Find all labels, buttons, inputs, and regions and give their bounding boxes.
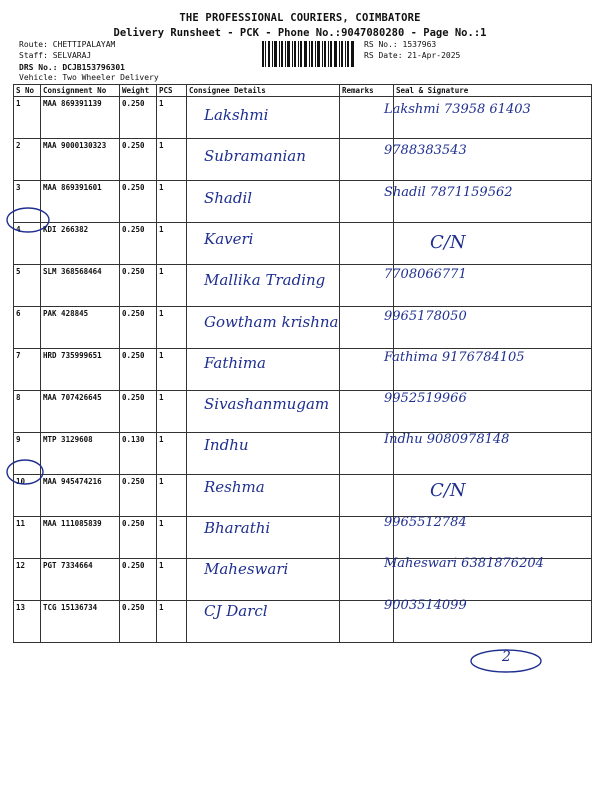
cell-sno: 7 <box>14 349 41 391</box>
col-seal: Seal & Signature <box>394 85 592 97</box>
cell-consignment: MAA 9000130323 <box>41 139 120 181</box>
cell-consignment: MAA 707426645 <box>41 391 120 433</box>
cell-sno: 8 <box>14 391 41 433</box>
handwritten-signature: Lakshmi 73958 61403 <box>384 102 531 117</box>
cell-sno: 6 <box>14 307 41 349</box>
company-title: THE PROFESSIONAL COURIERS, COIMBATORE <box>179 12 421 24</box>
handwritten-consignee: Mallika Trading <box>204 271 326 290</box>
route-label: Route: CHETTIPALAYAM <box>19 40 116 49</box>
cell-pcs: 1 <box>157 391 187 433</box>
cell-pcs: 1 <box>157 139 187 181</box>
cell-consignment: MAA 945474216 <box>41 475 120 517</box>
cell-consignment: MAA 869391601 <box>41 181 120 223</box>
cell-sno: 4 <box>14 223 41 265</box>
cell-sno: 9 <box>14 433 41 475</box>
handwritten-consignee: Kaveri <box>204 229 254 248</box>
cell-pcs: 1 <box>157 181 187 223</box>
cell-weight: 0.250 <box>120 97 157 139</box>
handwritten-signature: 9003514099 <box>384 597 467 613</box>
cell-consignment: HRD 735999651 <box>41 349 120 391</box>
cell-weight: 0.250 <box>120 223 157 265</box>
cell-pcs: 1 <box>157 517 187 559</box>
col-consignment: Consignment No <box>41 85 120 97</box>
cell-weight: 0.130 <box>120 433 157 475</box>
handwritten-consignee: Gowtham krishna <box>204 312 339 331</box>
col-consignee: Consignee Details <box>187 85 340 97</box>
cell-weight: 0.250 <box>120 349 157 391</box>
col-weight: Weight <box>120 85 157 97</box>
handwritten-signature: 9952519966 <box>384 391 467 407</box>
cell-consignment: TCG 15136734 <box>41 601 120 643</box>
cell-consignment: MAA 869391139 <box>41 97 120 139</box>
cell-pcs: 1 <box>157 223 187 265</box>
cell-consignment: PAK 428845 <box>41 307 120 349</box>
cell-sno: 2 <box>14 139 41 181</box>
col-pcs: PCS <box>157 85 187 97</box>
rs-number: RS No.: 1537963 <box>364 40 437 49</box>
col-remarks: Remarks <box>340 85 394 97</box>
cell-pcs: 1 <box>157 559 187 601</box>
cell-sno: 12 <box>14 559 41 601</box>
cell-consignment: PGT 7334664 <box>41 559 120 601</box>
handwritten-consignee: Indhu <box>204 436 249 455</box>
handwritten-consignee: Lakshmi <box>204 106 269 124</box>
cell-pcs: 1 <box>157 433 187 475</box>
drs-number: DRS No.: DCJB153796301 <box>19 63 125 72</box>
cell-weight: 0.250 <box>120 559 157 601</box>
cell-pcs: 1 <box>157 601 187 643</box>
handwritten-signature: Shadil 7871159562 <box>384 184 513 200</box>
handwritten-signature: 9965178050 <box>384 308 467 324</box>
handwritten-consignee: Sivashanmugam <box>204 395 330 414</box>
handwritten-signature: 9965512784 <box>384 515 467 530</box>
cell-weight: 0.250 <box>120 265 157 307</box>
cell-sno: 13 <box>14 601 41 643</box>
cell-pcs: 1 <box>157 349 187 391</box>
cell-weight: 0.250 <box>120 307 157 349</box>
cell-weight: 0.250 <box>120 139 157 181</box>
cell-weight: 0.250 <box>120 391 157 433</box>
handwritten-consignee: Shadil <box>204 188 253 207</box>
handwritten-consignee: Subramanian <box>204 147 306 166</box>
staff-label: Staff: SELVARAJ <box>19 51 92 60</box>
cell-pcs: 1 <box>157 475 187 517</box>
handwritten-signature: Indhu 9080978148 <box>384 432 510 448</box>
rs-date: RS Date: 21-Apr-2025 <box>364 51 461 60</box>
handwritten-signature: 7708066771 <box>384 267 467 283</box>
cell-pcs: 1 <box>157 265 187 307</box>
cell-sno: 5 <box>14 265 41 307</box>
cell-pcs: 1 <box>157 307 187 349</box>
cell-sno: 3 <box>14 181 41 223</box>
handwritten-consignee: Bharathi <box>204 519 271 537</box>
cell-consignment: MAA 111085839 <box>41 517 120 559</box>
cell-sno: 10 <box>14 475 41 517</box>
handwritten-consignee: Reshma <box>204 477 265 496</box>
cell-consignment: SLM 368568464 <box>41 265 120 307</box>
cell-consignment: MTP 3129608 <box>41 433 120 475</box>
vehicle-label: Vehicle: Two Wheeler Delivery <box>19 73 159 82</box>
handwritten-signature: 9788383543 <box>384 143 467 159</box>
circle-mark-row-4 <box>7 208 49 232</box>
handwritten-signature: Fathima 9176784105 <box>384 349 525 365</box>
cell-weight: 0.250 <box>120 517 157 559</box>
handwritten-signature: Maheswari 6381876204 <box>384 556 544 572</box>
handwritten-consignee: CJ Darcl <box>204 601 268 620</box>
cell-sno: 11 <box>14 517 41 559</box>
runsheet-subtitle: Delivery Runsheet - PCK - Phone No.:9047080280 - Page No.:1 <box>113 27 487 39</box>
footer-page-mark: 2 <box>502 649 511 665</box>
cell-pcs: 1 <box>157 97 187 139</box>
cell-weight: 0.250 <box>120 601 157 643</box>
handwritten-consignee: Maheswari <box>204 560 289 579</box>
col-sno: S No <box>14 85 41 97</box>
handwritten-signature: C/N <box>430 231 466 253</box>
handwritten-consignee: Fathima <box>204 353 266 372</box>
handwritten-signature: C/N <box>430 479 466 501</box>
cell-weight: 0.250 <box>120 181 157 223</box>
cell-consignment: KDI 266382 <box>41 223 120 265</box>
cell-sno: 1 <box>14 97 41 139</box>
cell-weight: 0.250 <box>120 475 157 517</box>
circle-mark-row-10 <box>7 460 43 484</box>
